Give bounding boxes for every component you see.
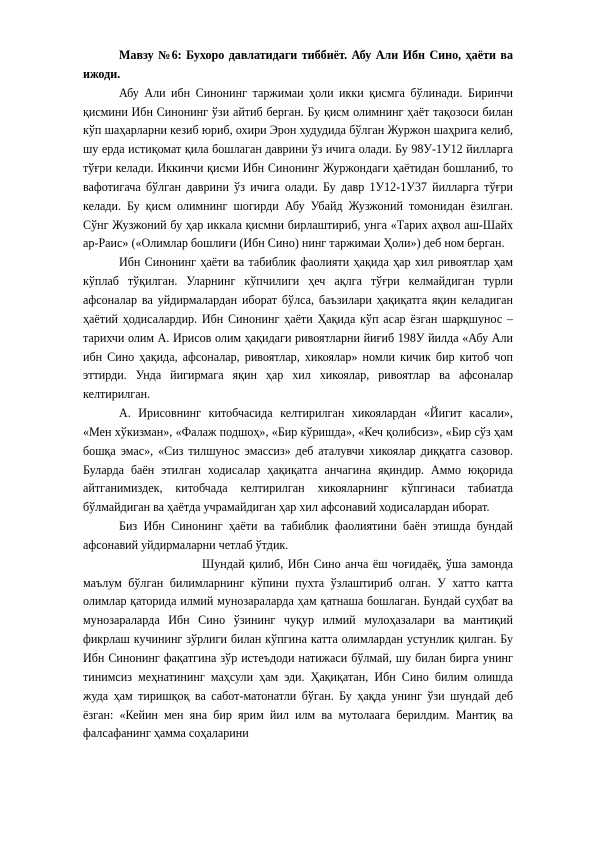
- paragraph-4: Биз Ибн Синонинг ҳаёти ва табиблик фаолиятини баён этишда бундай афсонавий уйдирмаларни четлаб ўтдик.: [83, 519, 513, 552]
- document-body: [83, 46, 513, 743]
- paragraph-5: Шундай қилиб, Ибн Сино анча ёш чоғидаёқ, ўша замонда маълум бўлган билимларнинг кўпини пухта ўзлаштириб олган. У хатто катта олимлар қаторида илмий мунозараларда ҳам қатнаша бошлаган. Бундай суҳбат ва мунозараларда Ибн Сино ўзининг чуқур илмий мулоҳазалари ва мантиқий фикрлаш кучининг зўрлиги билан кўпгина катта олимлардан устунлик қилган. Бу Ибн Синонинг фақатгина зўр истеъдоди натижаси бўлмай, шу билан бирга унинг тинимсиз меҳнатининг маҳсули ҳам эди. Ҳақиқатан, Ибн Сино билим олишда жуда ҳам тиришқоқ ва сабот-матонатли бўган. Бу ҳақда унинг ўзи шундай деб ёзган: «Кейин мен яна бир ярим йил илм ва мутолаага берилдим. Мантиқ ва фалсафанинг ҳамма соҳаларини: [83, 556, 513, 741]
- document-title: Мавзу №6: Бухоро давлатидаги тиббиёт. Абу Али Ибн Сино, ҳаёти ва ижоди.: [83, 48, 513, 81]
- paragraph-2: Ибн Синонинг ҳаёти ва табиблик фаолияти ҳақида ҳар хил ривоятлар ҳам кўплаб тўқилган. Уларнинг кўпчилиги ҳеч ақлга тўғри келмайдиган турли афсоналар ва уйдирмалардан иборат бўлса, баъзилари ҳақиқатга яқин келадиган ҳаётий ҳодисалардир. Ибн Синонинг ҳаёти Ҳақида кўп асар ёзган шарқшунос – тарихчи олим А. Ирисов олим ҳақидаги ривоятларни йиғиб 198У йилда «Абу Али ибн Сино ҳақида, афсоналар, ривоятлар, хикоялар» номли кичик бир китоб чоп эттирди. Унда йигирмага яқин ҳар хил хикоялар, ривоятлар ва афсоналар келтирилган.: [83, 255, 513, 402]
- paragraph-1: Абу Али ибн Синонинг таржимаи ҳоли икки қисмга бўлинади. Биринчи қисмини Ибн Синонинг ўзи айтиб берган. Бу қисм олимнинг ҳаёт тақозоси билан кўп шаҳарларни кезиб юриб, охири Эрон худудида бўлган Журжон шаҳрига келиб, шу ерда истиқомат қила бошлаган даврини ўз ичига олади. Бу 98У-1У12 йилларга тўғри келади. Иккинчи қисми Ибн Синонинг Журжондаги ҳаётидан бошланиб, то вафотигача бўлган даврини ўз ичига олади. Бу давр 1У12-1У37 йилларга тўғри келади. Бу қисм олимнинг шогирди Абу Убайд Жузжоний томонидан ёзилган. Сўнг Жузжоний бу ҳар иккала қисмни бирлаштириб, унга «Тарих аҳвол аш-Шайх ар-Раис» («Олимлар бошлиғи (Ибн Сино) нинг таржимаи Ҳоли») деб ном берган.: [83, 85, 513, 251]
- paragraph-3: А. Ирисовнинг китобчасида келтирилган хикоялардан «Йигит касали», «Мен хўкизман», «Фалаж подшоҳ», «Бир кўришда», «Кеч қолибсиз», «Бир сўз ҳам бошқа эмас», «Сиз тилшунос эмассиз» деб аталувчи хикоялар диққатга сазовор. Буларда баён этилган ходисалар ҳақиқатга анчагина яқиндир. Аммо юқорида айтганимиздек, китобчада келтирилган хикояларнинг кўпгинаси табиатда бўлмайдиган ва ҳаётда учрамайдиган ҳар хил афсонавий ходисалардан иборат.: [83, 406, 513, 515]
